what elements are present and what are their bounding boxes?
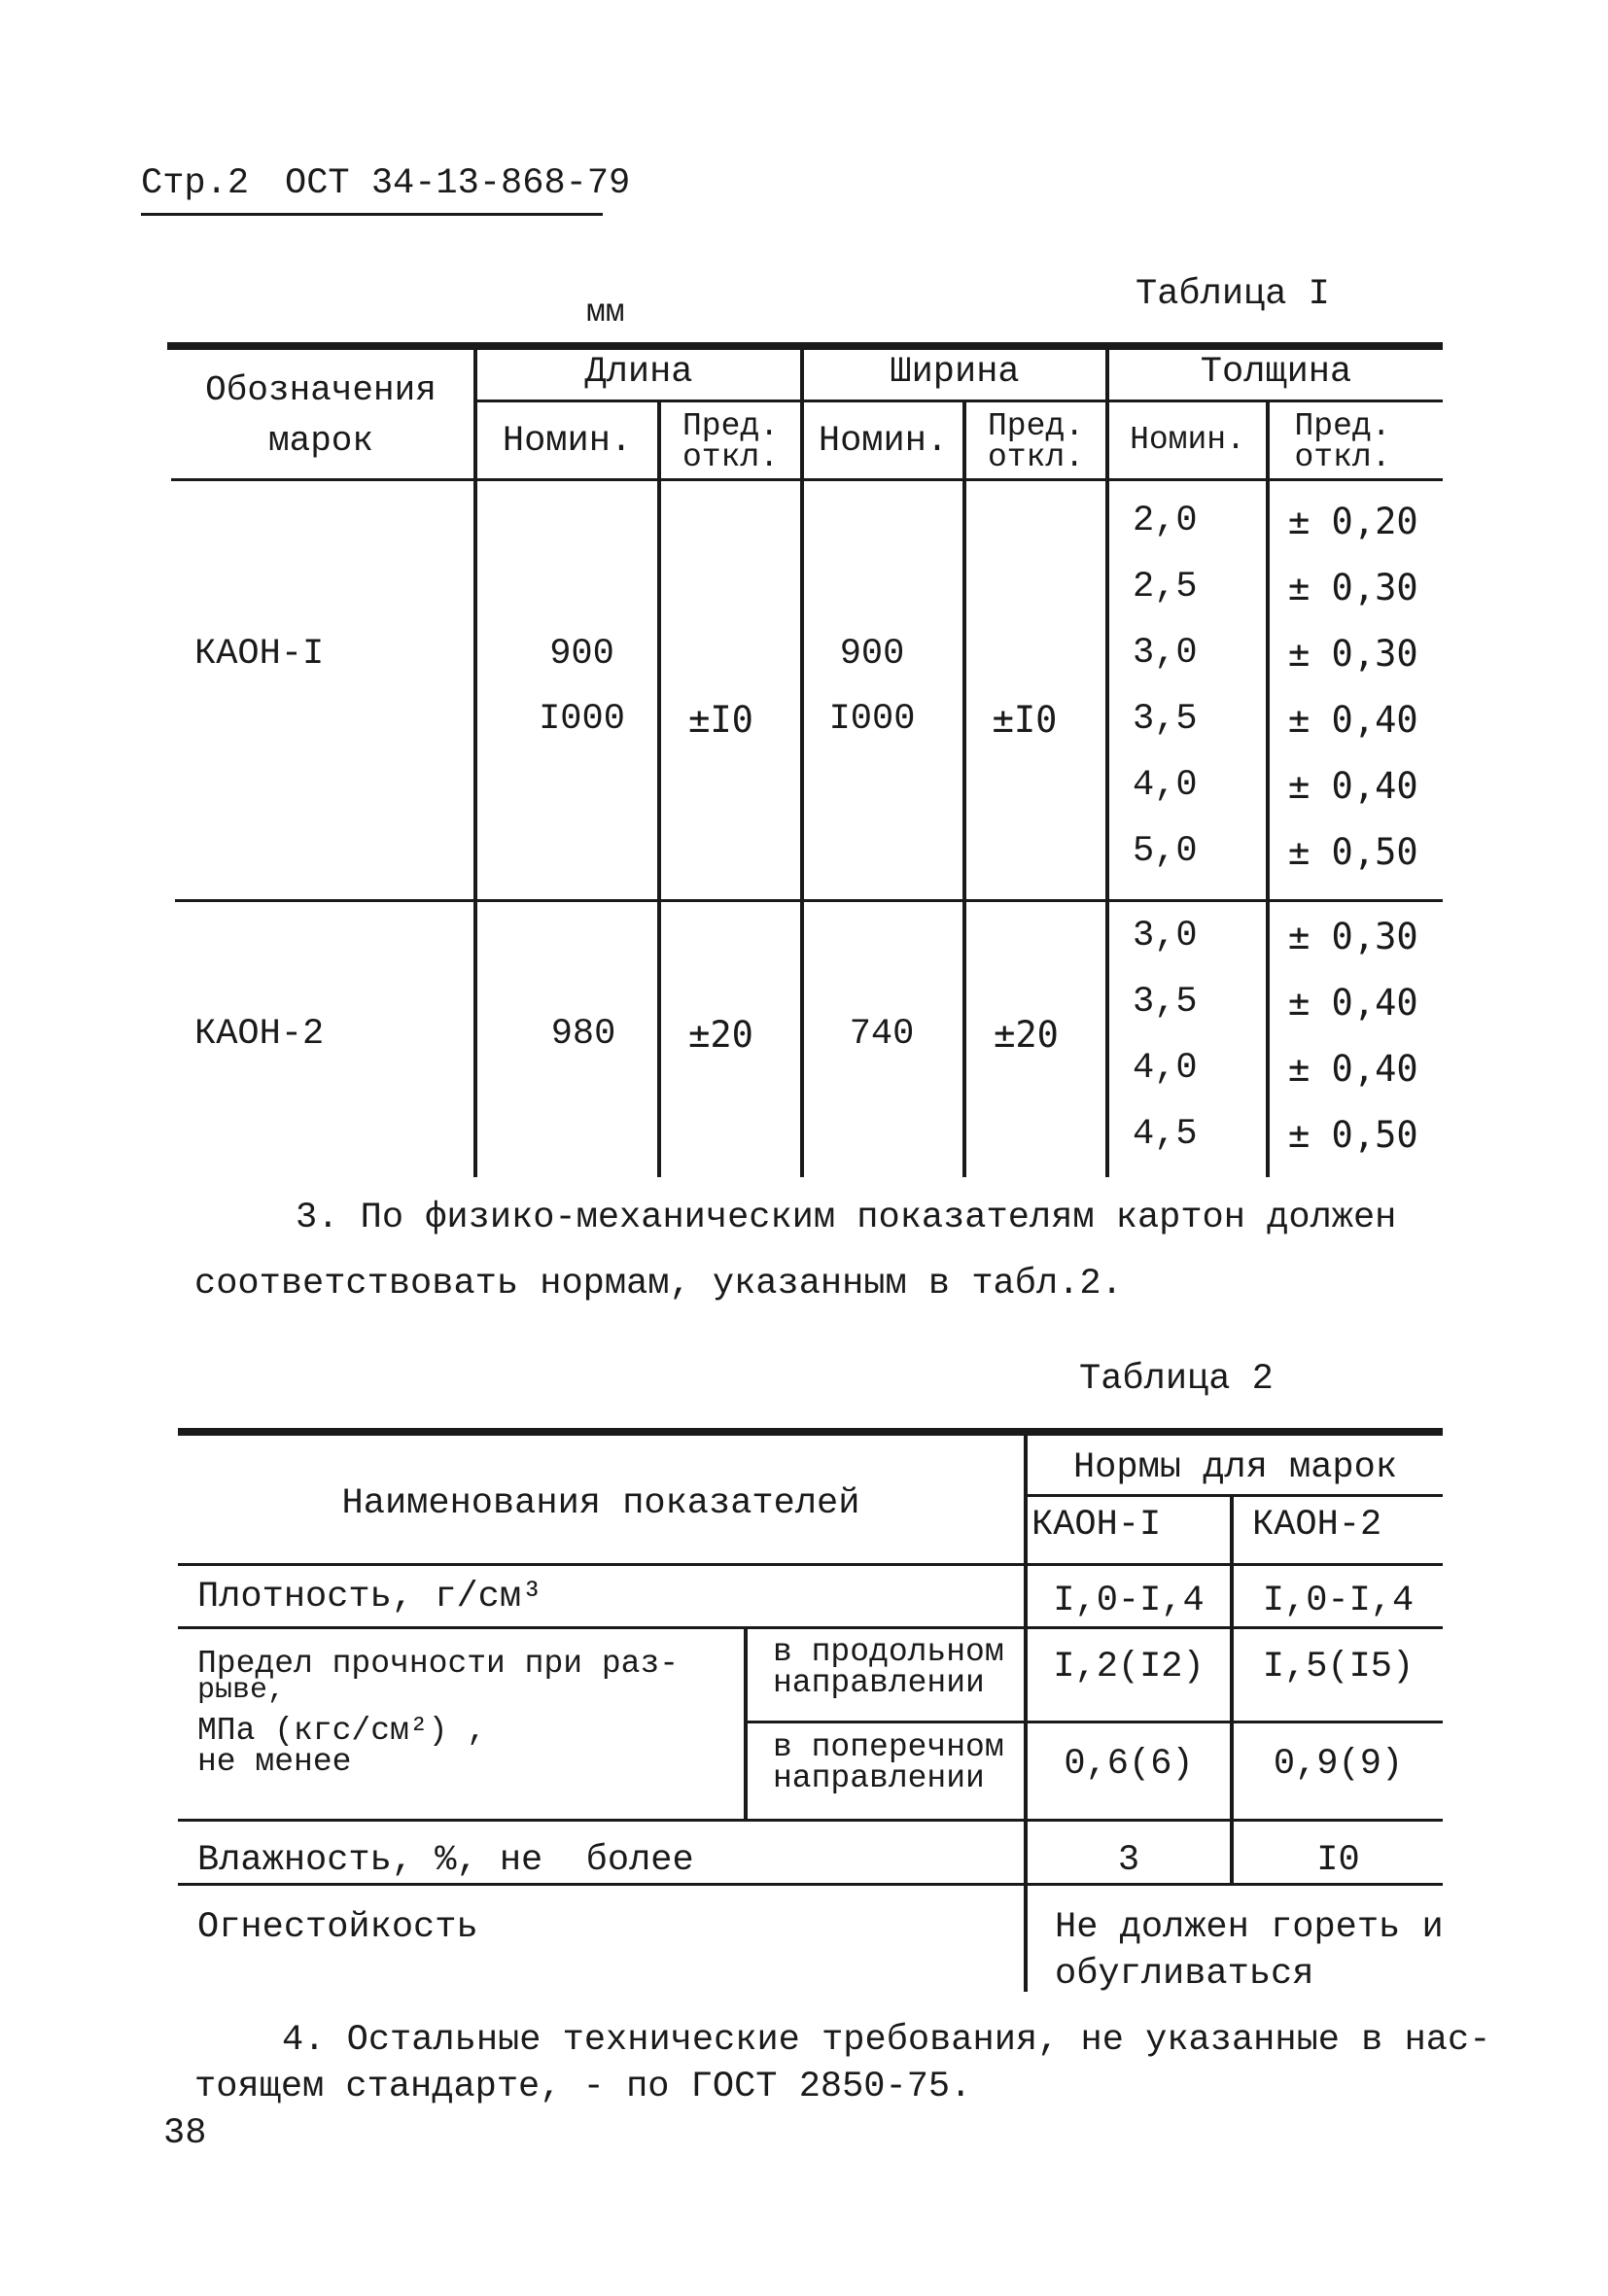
header-mark-1: КАОН-I [1031,1505,1162,1546]
row-strength-longitudinal: в продольном [773,1634,1004,1670]
table-1-group-rule [175,899,1443,902]
paragraph-3-line-2: соответствовать нормам, указанным в табл.2. [194,1264,1123,1305]
header-width: Ширина [890,352,1020,393]
row-fire-label: Огнестойкость [197,1907,478,1948]
paragraph-4-line-1: 4. Остальные технические требования, не указанные в нас- [282,2020,1491,2061]
units-label: мм [586,295,625,330]
table-2-header-rule [178,1563,1443,1566]
thickness-nominal-value: 2,5 [1133,567,1198,608]
row-strength-transverse: направлении [773,1760,985,1796]
header-length-dev-2: откл. [682,439,780,475]
length-deviation-value: ±I0 [688,699,753,741]
table-2-row-rule [178,1626,1443,1629]
table-2-col-line [744,1626,748,1821]
header-width-nominal: Номин. [818,421,949,462]
width-nominal-value: I000 [828,699,916,740]
length-deviation-value: ±20 [688,1014,753,1056]
width-nominal-value: 740 [849,1014,915,1055]
thickness-deviation-value: ± 0,20 [1288,501,1418,542]
thickness-deviation-value: ± 0,30 [1288,916,1418,957]
header-length-dev-1: Пред. [682,408,780,444]
thickness-nominal-value: 3,0 [1133,633,1198,674]
thickness-nominal-value: 3,5 [1133,982,1198,1023]
header-indicators: Наименования показателей [341,1483,860,1524]
table-2-row-rule [178,1819,1443,1822]
thickness-deviation-value: ± 0,40 [1288,765,1418,807]
mark-kaon-1: КАОН-I [194,634,325,675]
header-width-dev-1: Пред. [987,408,1085,444]
table-2-col-line [1024,1436,1028,1992]
row-strength-trans-kaon-2: 0,9(9) [1273,1744,1404,1785]
table-1-header-rule [171,478,1443,481]
length-nominal-value: I000 [539,699,625,740]
row-density-kaon-1: I,0-I,4 [1053,1581,1205,1621]
header-thickness-dev-2: откл. [1294,439,1391,475]
thickness-nominal-value: 3,5 [1133,699,1198,740]
header-thickness-dev-1: Пред. [1294,408,1391,444]
standard-code: ОСТ 34-13-868-79 [285,163,631,204]
table-1-col-line [657,400,661,1177]
row-fire-value: Не должен гореть и [1055,1907,1444,1948]
row-fire-value: обугливаться [1055,1954,1314,1995]
row-strength-label: МПа (кгс/см²) , [197,1713,487,1749]
row-density-label: Плотность, г/см³ [197,1577,543,1618]
mark-kaon-2: КАОН-2 [194,1014,325,1055]
thickness-deviation-value: ± 0,40 [1288,699,1418,741]
thickness-nominal-value: 4,0 [1133,1048,1198,1089]
thickness-deviation-value: ± 0,40 [1288,1048,1418,1090]
width-nominal-value: 900 [839,634,905,675]
thickness-deviation-value: ± 0,30 [1288,567,1418,609]
thickness-nominal-value: 2,0 [1133,501,1198,541]
header-thickness: Толщина [1200,352,1352,393]
table-2-col-line [1230,1496,1234,1883]
row-strength-label: Предел прочности при раз- [197,1646,680,1682]
thickness-nominal-value: 4,0 [1133,765,1198,806]
row-strength-long-kaon-1: I,2(I2) [1053,1647,1205,1687]
table-1-top-rule [167,342,1443,350]
header-width-dev-2: откл. [987,439,1085,475]
table-1-col-line [1266,400,1270,1177]
length-nominal-value: 980 [550,1014,616,1055]
thickness-deviation-value: ± 0,30 [1288,633,1418,675]
row-strength-long-kaon-2: I,5(I5) [1262,1647,1415,1687]
thickness-nominal-value: 5,0 [1133,831,1198,872]
header-mark-2: КАОН-2 [1252,1505,1382,1546]
row-strength-label: не менее [197,1744,352,1780]
thickness-deviation-value: ± 0,40 [1288,982,1418,1024]
table-1-col-line [962,400,966,1177]
row-moisture-kaon-1: 3 [1117,1840,1140,1881]
width-deviation-value: ±I0 [992,699,1058,741]
length-nominal-value: 900 [549,634,614,675]
thickness-deviation-value: ± 0,50 [1288,831,1418,873]
row-strength-label: рыве, [197,1674,286,1707]
table-2-subrow-rule [748,1721,1443,1723]
header-length-nominal: Номин. [502,421,633,462]
row-moisture-kaon-2: I0 [1316,1840,1360,1881]
table-1-title: Таблица I [1136,274,1330,315]
header-length: Длина [584,352,693,393]
table-2-title: Таблица 2 [1079,1359,1274,1400]
header-thickness-nominal: Номин. [1130,422,1245,458]
row-moisture-label: Влажность, %, не более [197,1840,694,1881]
paragraph-4-line-2: тоящем стандарте, - по ГОСТ 2850-75. [194,2067,972,2107]
table-2-top-rule [178,1428,1443,1436]
row-strength-transverse: в поперечном [773,1729,1004,1765]
thickness-deviation-value: ± 0,50 [1288,1114,1418,1156]
row-strength-trans-kaon-1: 0,6(6) [1064,1744,1194,1785]
thickness-nominal-value: 3,0 [1133,916,1198,957]
table-1-col-line [1105,346,1109,1177]
row-strength-longitudinal: направлении [773,1665,985,1701]
thickness-nominal-value: 4,5 [1133,1114,1198,1155]
row-density-kaon-2: I,0-I,4 [1262,1581,1415,1621]
header-norms: Нормы для марок [1072,1447,1398,1488]
header-marks: Обозначения марок [205,370,437,461]
table-2-subheader-rule [1028,1494,1443,1497]
paragraph-3-line-1: 3. По физико-механическим показателям картон должен [296,1198,1397,1238]
table-1-subheader-rule [473,400,1443,402]
header-underline [141,213,603,216]
width-deviation-value: ±20 [994,1014,1059,1056]
table-2-row-rule [178,1883,1443,1886]
page-number: 38 [163,2113,207,2154]
page-label: Стр.2 [141,163,250,204]
